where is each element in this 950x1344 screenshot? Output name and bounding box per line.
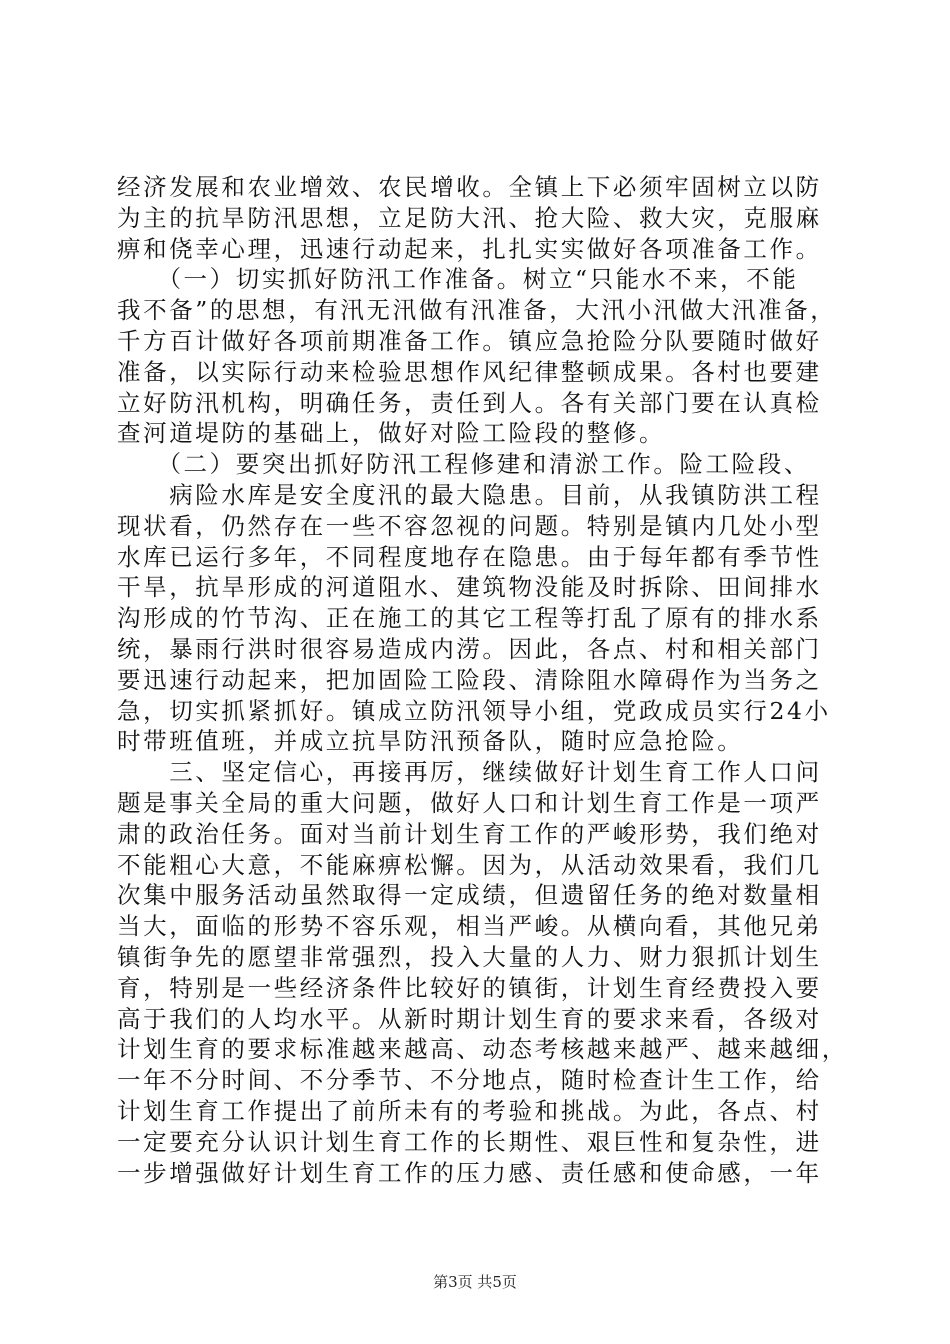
text-line: 水库已运行多年，不同程度地存在隐患。由于每年都有季节性 — [117, 542, 822, 571]
text-line: 准备，以实际行动来检验思想作风纪律整顿成果。各村也要建 — [117, 357, 822, 386]
text-line: 查河道堤防的基础上，做好对险工险段的整修。 — [117, 419, 666, 448]
text-line: 不能粗心大意，不能麻痹松懈。因为，从活动效果看，我们几 — [117, 850, 822, 879]
text-line: 急，切实抓紧抓好。镇成立防汛领导小组，党政成员实行24小 — [117, 696, 831, 725]
text-line: 痹和侥幸心理，迅速行动起来，扎扎实实做好各项准备工作。 — [117, 234, 822, 263]
text-line: 一定要充分认识计划生育工作的长期性、艰巨性和复杂性，进 — [117, 1127, 822, 1156]
text-line: 统，暴雨行洪时很容易造成内涝。因此，各点、村和相关部门 — [117, 634, 822, 663]
text-line: 育，特别是一些经济条件比较好的镇街，计划生育经费投入要 — [117, 973, 822, 1002]
text-line: 镇街争先的愿望非常强烈，投入大量的人力、财力狠抓计划生 — [117, 942, 822, 971]
text-line: 计划生育工作提出了前所未有的考验和挑战。为此，各点、村 — [117, 1096, 822, 1125]
text-line: 我不备”的思想，有汛无汛做有汛准备，大汛小汛做大汛准备， — [117, 296, 837, 325]
text-line: （二）要突出抓好防汛工程修建和清淤工作。险工险段、 — [117, 450, 810, 479]
text-line: 三、坚定信心，再接再厉，继续做好计划生育工作人口问 — [117, 758, 822, 787]
text-line: 立好防汛机构，明确任务，责任到人。各有关部门要在认真检 — [117, 388, 822, 417]
body-text — [117, 172, 848, 1188]
text-line: （一）切实抓好防汛工作准备。树立“只能水不来，不能 — [117, 265, 799, 294]
text-line: 时带班值班，并成立抗旱防汛预备队，随时应急抢险。 — [117, 727, 744, 756]
text-line: 题是事关全局的重大问题，做好人口和计划生育工作是一项严 — [117, 788, 822, 817]
text-line: 经济发展和农业增效、农民增收。全镇上下必须牢固树立以防 — [117, 173, 822, 201]
page-number-footer: 第3页 共5页 — [433, 1273, 517, 1291]
text-line: 要迅速行动起来，把加固险工险段、清除阻水障碍作为当务之 — [117, 665, 822, 694]
text-line: 一年不分时间、不分季节、不分地点，随时检查计生工作，给 — [117, 1066, 822, 1095]
text-line: 病险水库是安全度汛的最大隐患。目前，从我镇防洪工程 — [117, 480, 822, 509]
text-line: 肃的政治任务。面对当前计划生育工作的严峻形势，我们绝对 — [117, 819, 822, 848]
text-line: 次集中服务活动虽然取得一定成绩，但遗留任务的绝对数量相 — [117, 881, 822, 910]
text-line: 沟形成的竹节沟、正在施工的其它工程等打乱了原有的排水系 — [117, 604, 822, 633]
text-line: 一步增强做好计划生育工作的压力感、责任感和使命感，一年 — [117, 1158, 822, 1187]
text-line: 当大，面临的形势不容乐观，相当严峻。从横向看，其他兄弟 — [117, 912, 822, 941]
text-line: 为主的抗旱防汛思想，立足防大汛、抢大险、救大灾，克服麻 — [117, 203, 822, 232]
text-line: 干旱，抗旱形成的河道阻水、建筑物没能及时拆除、田间排水 — [117, 573, 822, 602]
text-line: 现状看，仍然存在一些不容忽视的问题。特别是镇内几处小型 — [117, 511, 822, 540]
text-line: 高于我们的人均水平。从新时期计划生育的要求来看，各级对 — [117, 1004, 822, 1033]
text-line: 计划生育的要求标准越来越高、动态考核越来越严、越来越细， — [117, 1035, 848, 1064]
text-line: 千方百计做好各项前期准备工作。镇应急抢险分队要随时做好 — [117, 326, 822, 355]
